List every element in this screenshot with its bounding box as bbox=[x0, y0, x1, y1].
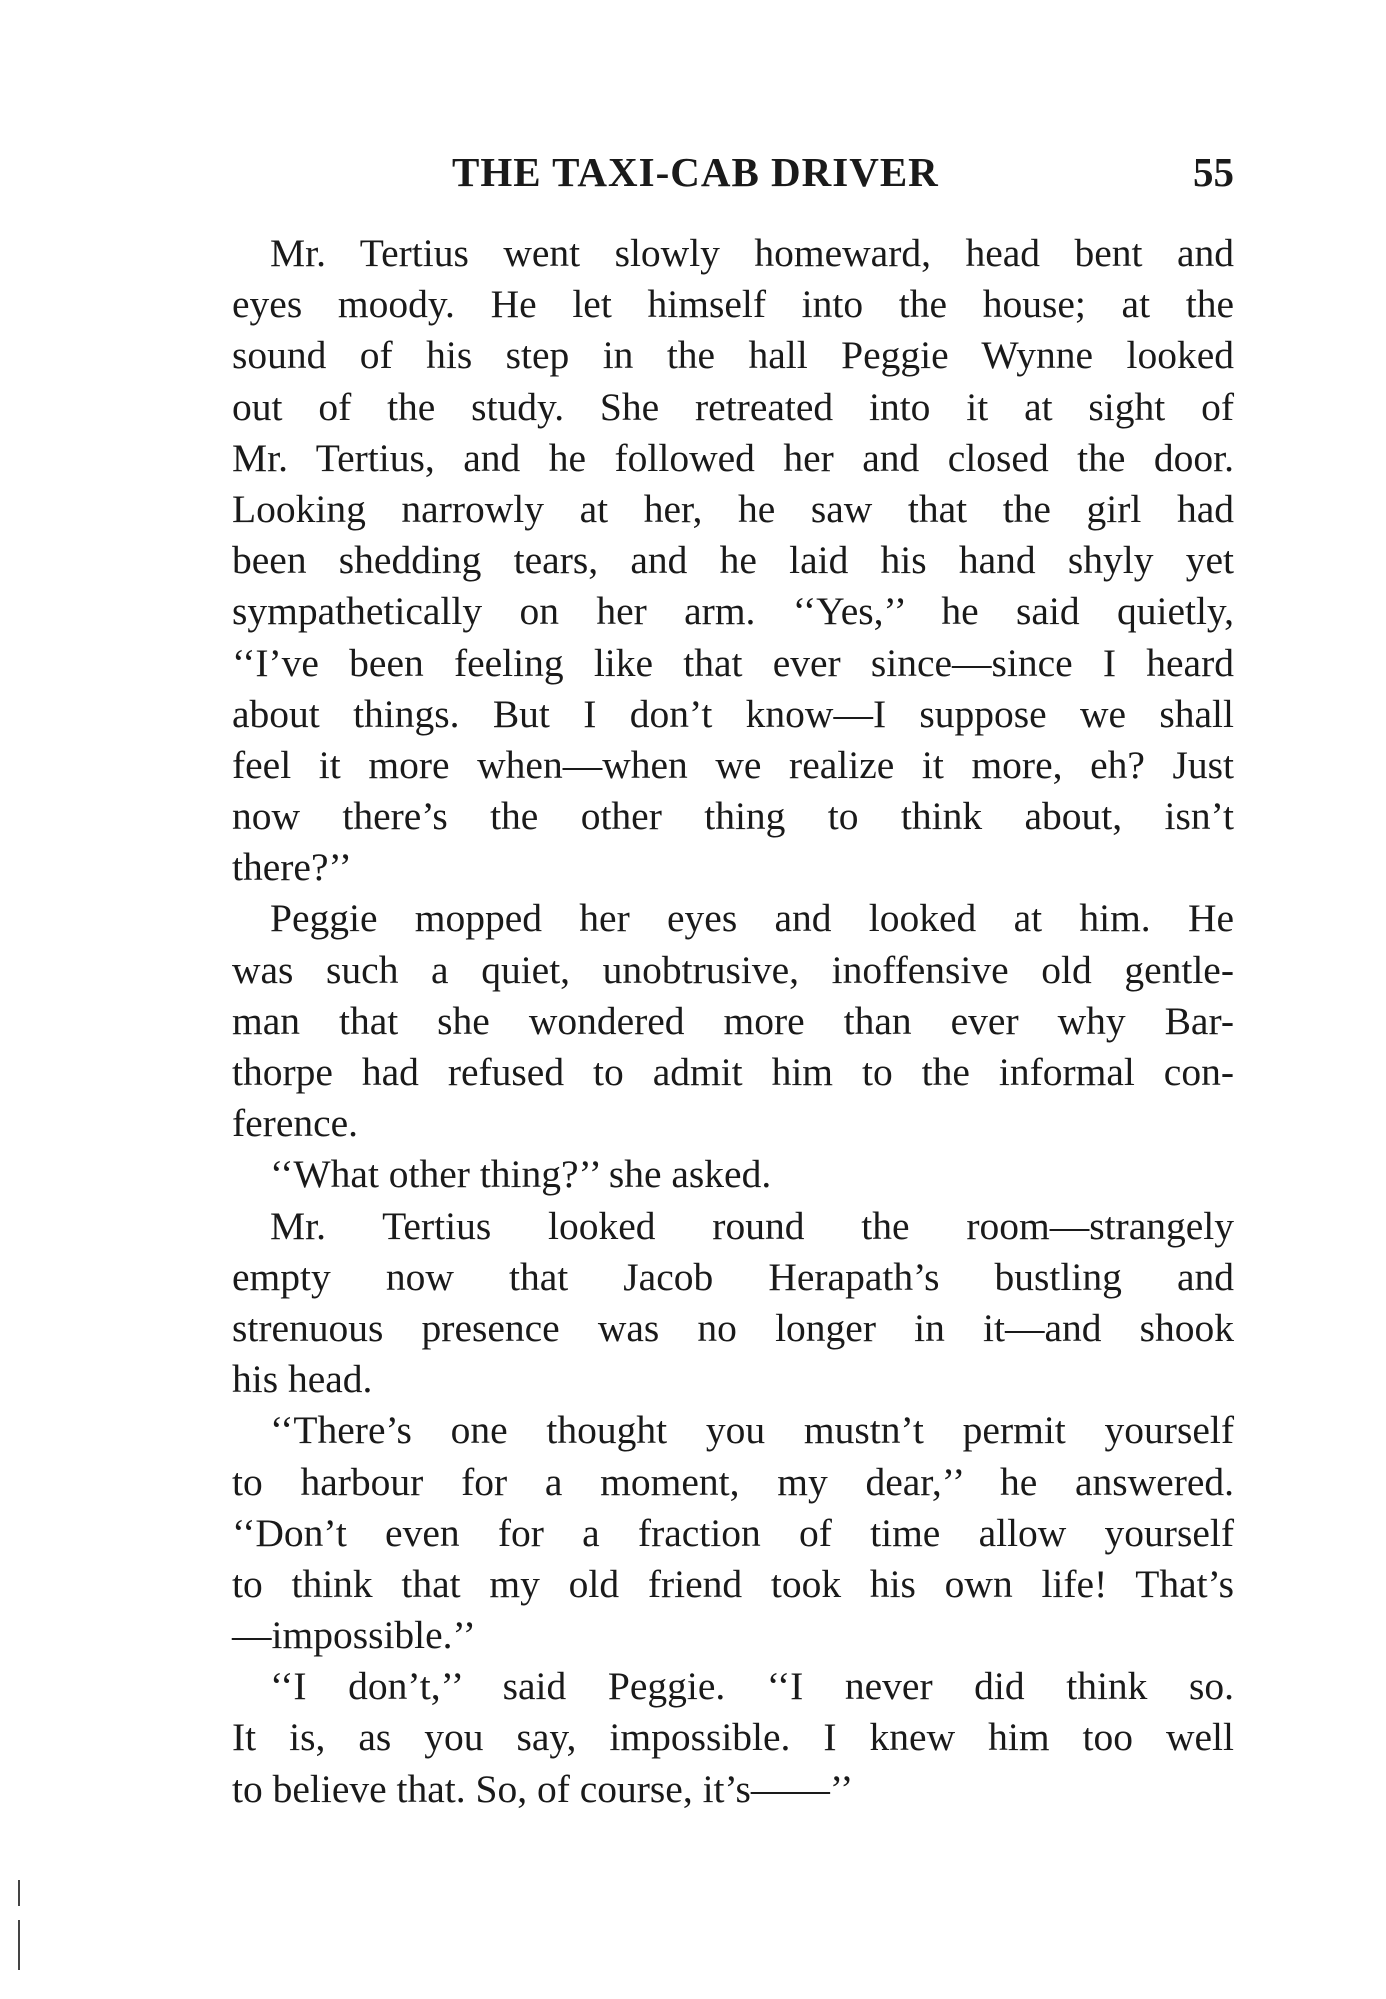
text-line: Mr. Tertius, and he followed her and closed the door. bbox=[232, 435, 1234, 480]
text-line: out of the study. She retreated into it at sight of bbox=[232, 384, 1234, 429]
text-line: now there’s the other thing to think about, isn’t bbox=[232, 794, 1234, 839]
text-line: sympathetically on her arm. ‘‘Yes,’’ he said quietly, bbox=[232, 589, 1234, 634]
text-line: to harbour for a moment, my dear,’’ he answered. bbox=[232, 1459, 1234, 1504]
text-line: Looking narrowly at her, he saw that the girl had bbox=[232, 486, 1234, 531]
text-line: to think that my old friend took his own life! That’s bbox=[232, 1561, 1234, 1606]
text-line: man that she wondered more than ever why Bar- bbox=[232, 998, 1234, 1043]
text-line: eyes moody. He let himself into the house; at the bbox=[232, 282, 1234, 327]
page-number: 55 bbox=[1193, 149, 1234, 195]
text-line: thorpe had refused to admit him to the informal con- bbox=[232, 1050, 1234, 1094]
text-line: ‘‘What other thing?’’ she asked. bbox=[270, 1152, 772, 1197]
text-line: Peggie mopped her eyes and looked at him. He bbox=[270, 896, 1234, 941]
text-line: Mr. Tertius looked round the room—strangely bbox=[270, 1203, 1234, 1248]
text-line: —impossible.’’ bbox=[232, 1613, 476, 1658]
text-line: about things. But I don’t know—I suppose we shall bbox=[232, 691, 1234, 736]
scan-edge-mark bbox=[18, 1880, 20, 1906]
page-header bbox=[232, 148, 1234, 208]
text-line: been shedding tears, and he laid his hand shyly yet bbox=[232, 538, 1234, 583]
text-line: there?’’ bbox=[232, 845, 352, 890]
scan-edge-mark bbox=[18, 1920, 20, 1970]
text-line: was such a quiet, unobtrusive, inoffensive old gentle- bbox=[232, 947, 1234, 992]
running-title: THE TAXI-CAB DRIVER bbox=[452, 149, 939, 195]
text-line: to believe that. So, of course, it’s——’’ bbox=[232, 1766, 854, 1811]
text-line: strenuous presence was no longer in it—and shook bbox=[232, 1305, 1234, 1350]
text-line: feel it more when—when we realize it more, eh? Just bbox=[232, 742, 1234, 787]
text-line: ‘‘I don’t,’’ said Peggie. ‘‘I never did think so. bbox=[270, 1664, 1234, 1709]
text-line: Mr. Tertius went slowly homeward, head bent and bbox=[270, 231, 1234, 275]
text-line: ‘‘Don’t even for a fraction of time allow yourself bbox=[232, 1510, 1234, 1555]
text-line: ‘‘There’s one thought you mustn’t permit yourself bbox=[270, 1408, 1234, 1453]
text-line: It is, as you say, impossible. I knew him too well bbox=[232, 1715, 1234, 1760]
body-text bbox=[232, 228, 1234, 1815]
text-line: sound of his step in the hall Peggie Wynne looked bbox=[232, 333, 1234, 378]
text-line: ‘‘I’ve been feeling like that ever since—since I heard bbox=[232, 640, 1234, 685]
text-line: empty now that Jacob Herapath’s bustling and bbox=[232, 1254, 1234, 1299]
text-line: ference. bbox=[232, 1101, 359, 1146]
text-line: his head. bbox=[232, 1357, 373, 1402]
